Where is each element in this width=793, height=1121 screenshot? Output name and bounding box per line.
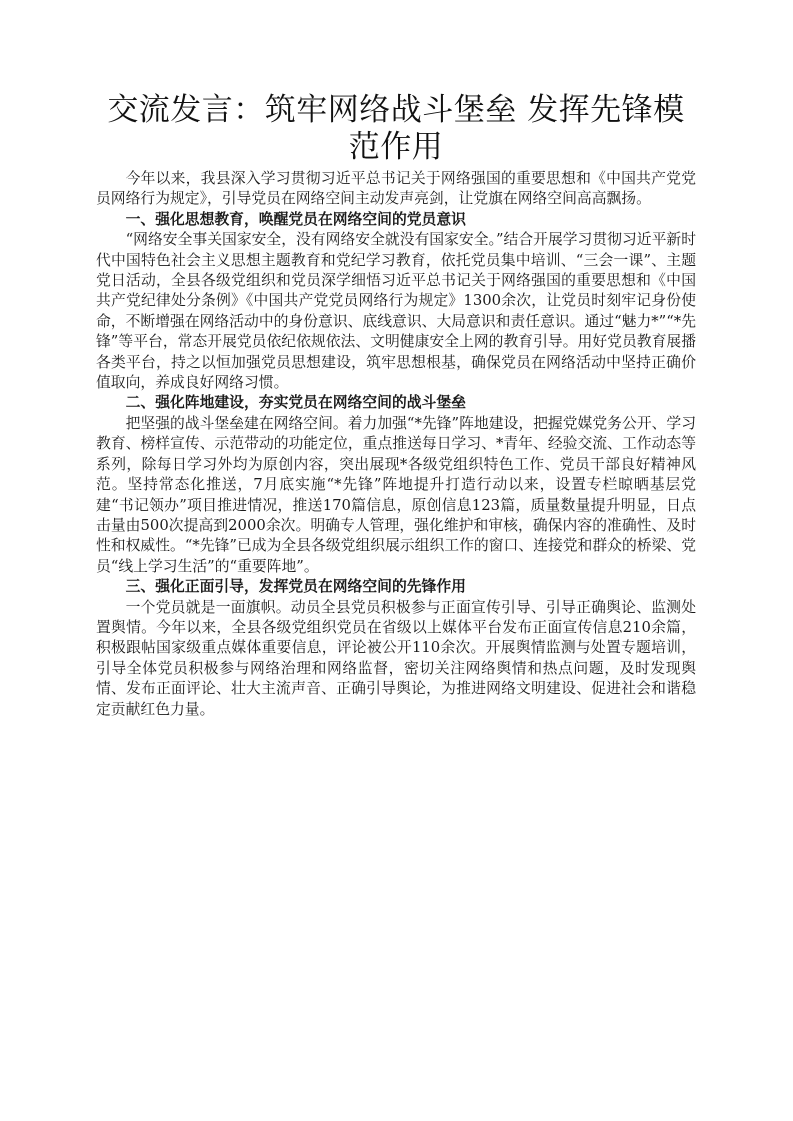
section-heading-1: 一、强化思想教育，唤醒党员在网络空间的党员意识 <box>125 210 466 228</box>
section-heading-2: 二、强化阵地建设，夯实党员在网络空间的战斗堡垒 <box>125 394 466 412</box>
section-body-2: 把坚强的战斗堡垒建在网络空间。着力加强“*先锋”阵地建设，把握党媒党务公开、学习教育、榜样宣传、示范带动的功能定位，重点推送每日学习、*青年、经验交流、工作动态等系列，除每日学习外均为原创内容，突出展现*各级党组织特色工作、党员干部良好精神风范。坚持常态化推送，7月底实施“*先锋”阵地提升打造行动以来，设置专栏晾晒基层党建“书记领办”项目推进情况，推送170篇信息，原创信息123篇，质量数量提升明显，日点击量由500次提高到2000余次。明确专人管理，强化维护和审核，确保内容的准确性、及时性和权威性。“*先锋”已成为全县各级党组织展示组织工作的窗口、连接党和群众的桥梁、党员“线上学习生活”的“重要阵地”。 <box>96 414 696 575</box>
section-body-3: 一个党员就是一面旗帜。动员全县党员积极参与正面宣传引导、引导正确舆论、监测处置舆情。今年以来，全县各级党组织党员在省级以上媒体平台发布正面宣传信息210余篇，积极跟帖国家级重点媒体重要信息，评论被公开110余次。开展舆情监测与处置专题培训，引导全体党员积极参与网络治理和网络监督，密切关注网络舆情和热点问题，及时发现舆情、发布正面评论、壮大主流声音、正确引导舆论，为推进网络文明建设、促进社会和谐稳定贡献红色力量。 <box>96 598 696 718</box>
document-content <box>96 92 696 720</box>
section-body-1: “网络安全事关国家安全，没有网络安全就没有国家安全。”结合开展学习贯彻习近平新时代中国特色社会主义思想主题教育和党纪学习教育，依托党员集中培训、“三会一课”、主题党日活动，全县各级党组织和党员深学细悟习近平总书记关于网络强国的重要思想和《中国共产党纪律处分条例》《中国共产党党员网络行为规定》1300余次，让党员时刻牢记身份使命，不断增强在网络活动中的身份意识、底线意识、大局意识和责任意识。通过“魅力*”“*先锋”等平台，常态开展党员依纪依规依法、文明健康安全上网的教育引导。用好党员教育展播各类平台，持之以恒加强党员思想建设，筑牢思想根基，确保党员在网络活动中坚持正确价值取向，养成良好网络习惯。 <box>96 231 696 392</box>
section-heading-3: 三、强化正面引导，发挥党员在网络空间的先锋作用 <box>125 578 466 596</box>
intro-paragraph: 今年以来，我县深入学习贯彻习近平总书记关于网络强国的重要思想和《中国共产党党员网络行为规定》，引导党员在网络空间主动发声亮剑，让党旗在网络空间高高飘扬。 <box>96 170 696 208</box>
document-title: 交流发言：筑牢网络战斗堡垒 发挥先锋模范作用 <box>107 92 685 165</box>
